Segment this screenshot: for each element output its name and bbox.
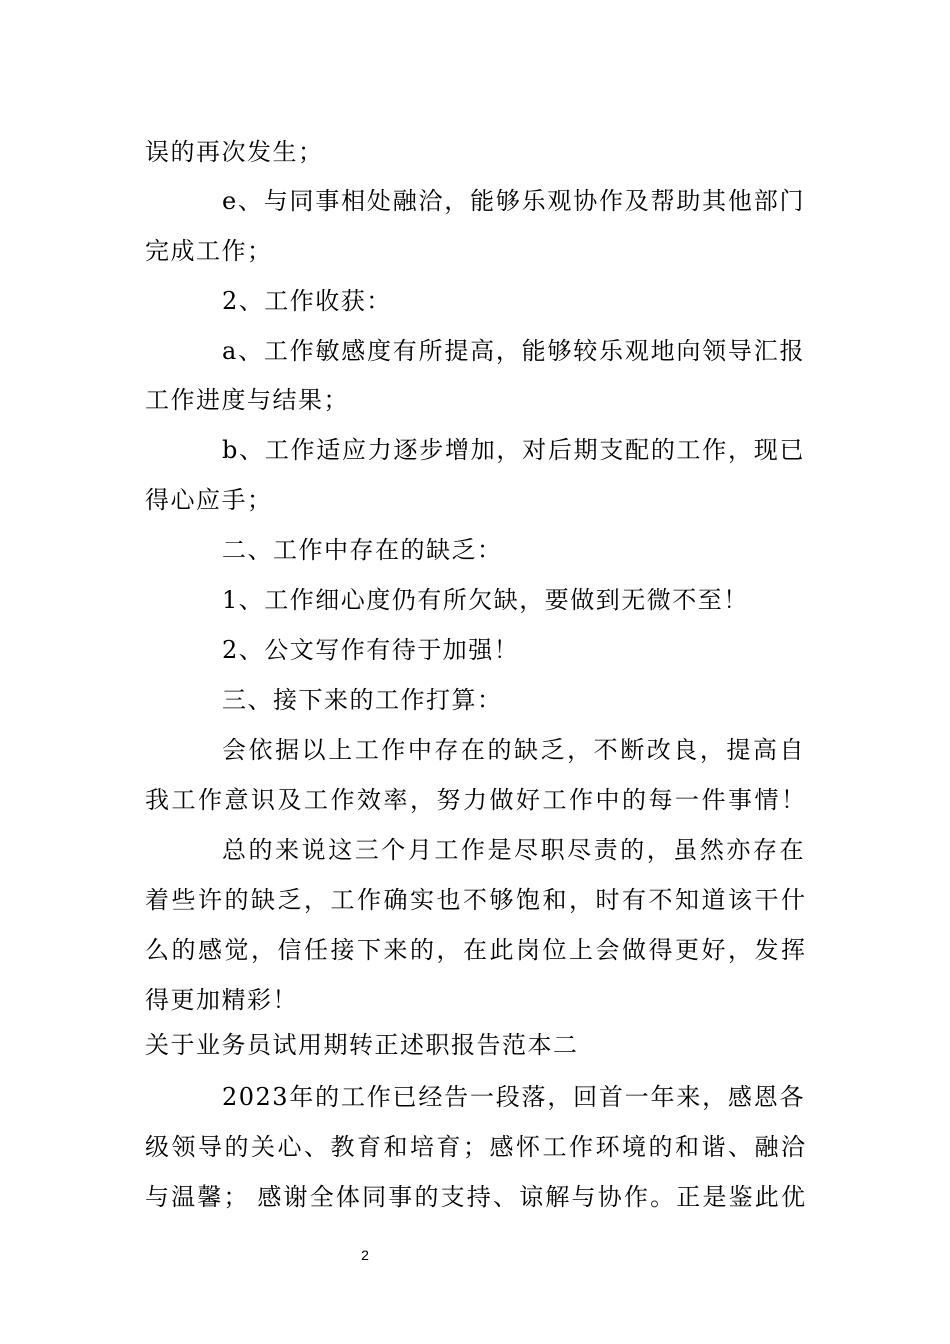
text-line: 工作进度与结果； [145,386,349,414]
text-line: 级领导的关心、教育和培育；感怀工作环境的和谐、融洽 [145,1133,805,1161]
text-line: 2023年的工作已经告一段落，回首一年来，感恩各 [222,1083,805,1111]
section-heading: 三、接下来的工作打算： [222,686,503,714]
text-line: 2、工作收获： [222,287,392,315]
text-line: 么的感觉，信任接下来的，在此岗位上会做得更好，发挥 [145,936,805,964]
text-line: 2、公文写作有待于加强！ [222,636,520,664]
text-line: 总的来说这三个月工作是尽职尽责的，虽然亦存在 [222,836,805,864]
text-line: 着些许的缺乏，工作确实也不够饱和，时有不知道该干什 [145,886,805,914]
document-heading: 关于业务员试用期转正述职报告范本二 [145,1031,579,1059]
text-line: b、工作适应力逐步增加，对后期支配的工作，现已 [222,436,805,464]
section-heading: 二、工作中存在的缺乏： [222,536,503,564]
text-line: 得更加精彩！ [145,986,298,1014]
page-number: 2 [361,1247,369,1263]
text-line: 得心应手； [145,486,273,514]
text-line: 我工作意识及工作效率，努力做好工作中的每一件事情！ [145,786,805,814]
text-line: a、工作敏感度有所提高，能够较乐观地向领导汇报 [222,337,805,365]
text-line: 会依据以上工作中存在的缺乏，不断改良，提高自 [222,736,805,764]
text-line: e、与同事相处融洽，能够乐观协作及帮助其他部门 [222,187,805,215]
text-line: 与温馨； 感谢全体同事的支持、谅解与协作。正是鉴此优 [145,1183,805,1211]
text-line: 1、工作细心度仍有所欠缺，要做到无微不至！ [222,586,749,614]
text-line: 完成工作； [145,237,273,265]
text-line: 误的再次发生； [145,138,324,166]
